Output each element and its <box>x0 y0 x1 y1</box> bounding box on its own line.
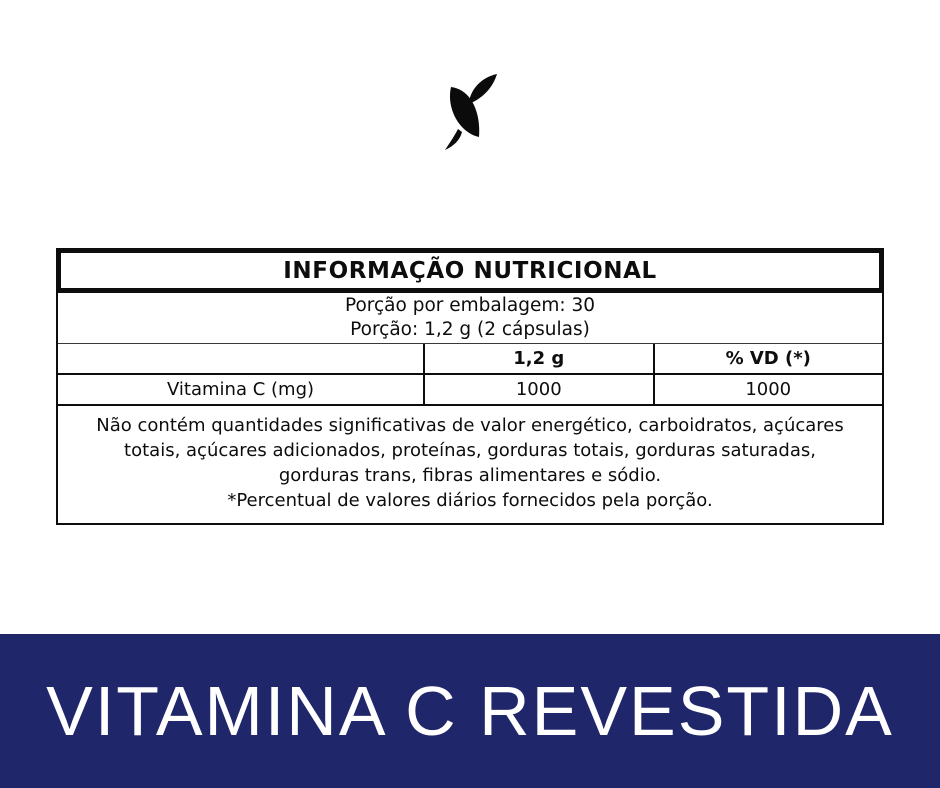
nutrition-table-body <box>56 293 884 525</box>
serving-size: Porção: 1,2 g (2 cápsulas) <box>350 319 590 340</box>
header-nutrient <box>58 344 423 373</box>
nutrient-name: Vitamina C (mg) <box>167 379 315 400</box>
bird-logo-icon <box>438 74 500 150</box>
table-footnote <box>58 406 882 523</box>
product-name: VITAMINA C REVESTIDA <box>46 672 894 750</box>
table-header-row <box>58 344 882 375</box>
header-amount-per-serving: 1,2 g <box>423 344 652 373</box>
product-banner <box>0 634 940 788</box>
serving-info <box>58 293 882 344</box>
nutrition-table <box>56 248 884 525</box>
footnote-no-significant-amounts: Não contém quantidades significativas de valor energético, carboidratos, açúcares totais, açúcares adicionados, proteínas, gorduras totais, gorduras saturadas, gorduras trans, fibras alimentares e sódio. <box>96 415 844 486</box>
header-daily-value: % VD (*) <box>653 344 882 373</box>
nutrition-table-title: INFORMAÇÃO NUTRICIONAL <box>56 248 884 293</box>
nutrient-daily-value: 1000 <box>653 375 882 404</box>
footnote-daily-values-note: *Percentual de valores diários fornecidos pela porção. <box>227 490 713 511</box>
nutrient-amount: 1000 <box>423 375 652 404</box>
table-row-vitamin-c <box>58 375 882 406</box>
servings-per-package: Porção por embalagem: 30 <box>344 295 596 316</box>
